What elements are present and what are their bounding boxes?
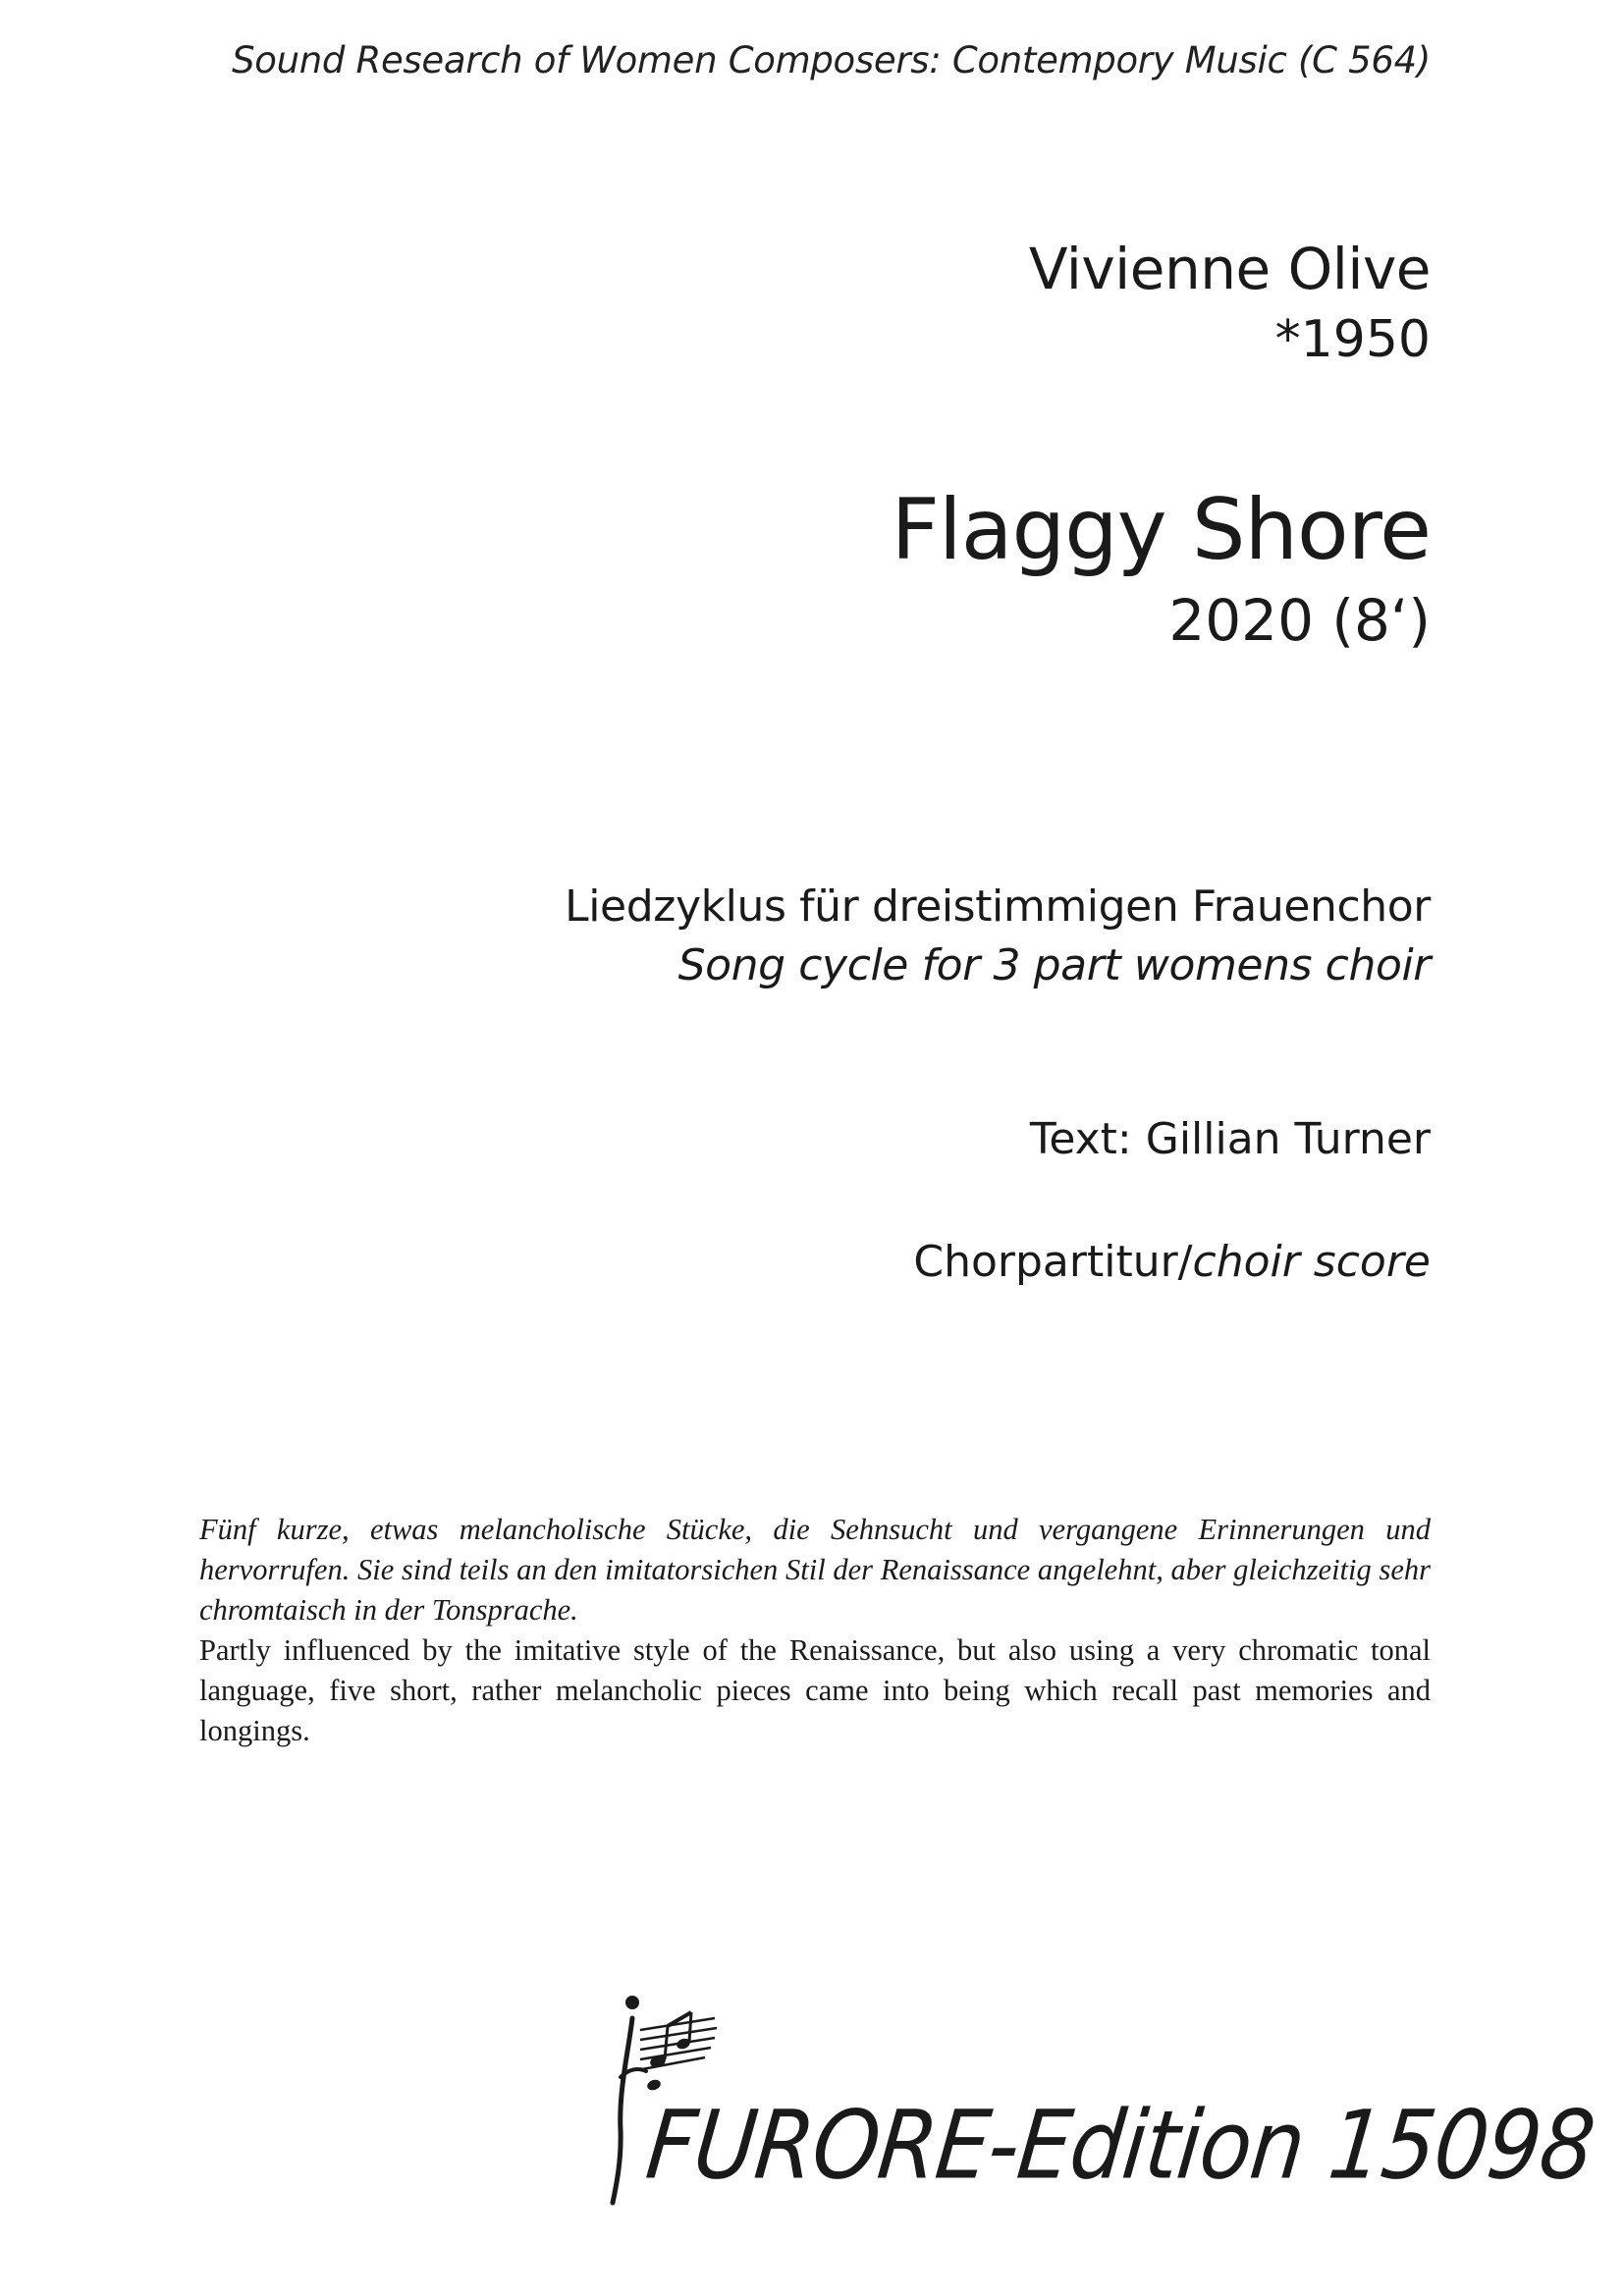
work-year-duration: 2020 (8‘) xyxy=(1168,587,1431,654)
description-english xyxy=(199,1630,1431,1751)
subtitle-german: Liedzyklus für dreistimmigen Frauenchor xyxy=(565,881,1431,932)
composer-name: Vivienne Olive xyxy=(1028,236,1431,302)
text-credit: Text: Gillian Turner xyxy=(1029,1114,1431,1164)
work-title: Flaggy Shore xyxy=(891,481,1431,579)
description-german xyxy=(199,1510,1431,1630)
series-title: Sound Research of Women Composers: Contempory Music (C 564) xyxy=(232,39,1431,81)
score-type-german: Chorpartitur/ xyxy=(913,1237,1193,1287)
publisher-edition: FURORE-Edition 15098 xyxy=(641,2091,1599,2201)
composer-birth-year: *1950 xyxy=(1274,310,1431,369)
description-english-text: Partly influenced by the imitative style of the Renaissance, but also using a very chromatic tonal language, five short, rather melancholic pieces came into being which recall past memories and longings. xyxy=(199,1633,1431,1747)
subtitle-english: Song cycle for 3 part womens choir xyxy=(677,940,1431,990)
score-type xyxy=(913,1237,1431,1287)
description-german-text: Fünf kurze, etwas melancholische Stücke, die Sehnsucht und vergangene Erinnerungen und hervorrufen. Sie sind teils an den imitatorsichen Stil der Renaissance angelehnt, aber gleichzeitig sehr chromtaisch in der Tonsprache. xyxy=(199,1513,1431,1627)
score-type-english: choir score xyxy=(1192,1237,1431,1287)
